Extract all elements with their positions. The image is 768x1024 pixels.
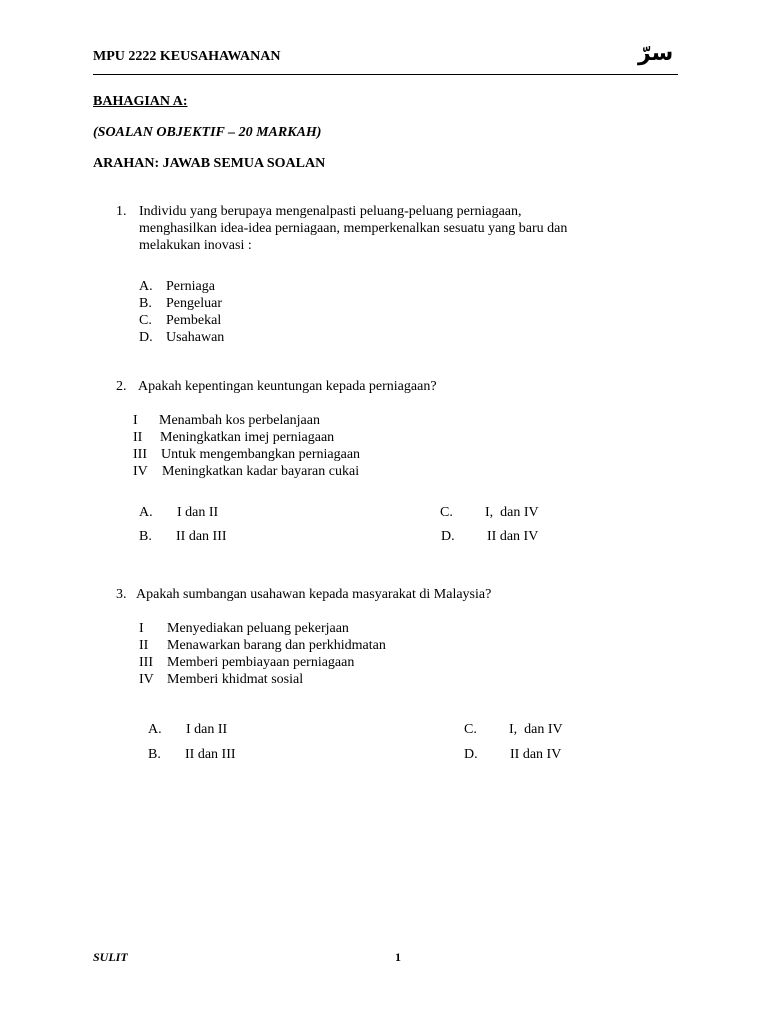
section-subtitle: (SOALAN OBJEKTIF – 20 MARKAH) bbox=[93, 125, 322, 140]
statement-roman: III bbox=[139, 655, 153, 670]
option-letter: D. bbox=[139, 330, 153, 345]
answer-letter: B. bbox=[148, 747, 161, 762]
option-letter: C. bbox=[139, 313, 152, 328]
statement-text: Memberi pembiayaan perniagaan bbox=[167, 655, 355, 670]
statement-text: Menambah kos perbelanjaan bbox=[159, 413, 320, 428]
answer-letter: B. bbox=[139, 529, 152, 544]
answer-text: I dan II bbox=[177, 505, 219, 520]
question-2-number: 2. bbox=[116, 379, 127, 394]
answer-text: I, dan IV bbox=[485, 505, 539, 520]
statement-text: Meningkatkan imej perniagaan bbox=[160, 430, 335, 445]
page-number: 1 bbox=[395, 950, 401, 964]
question-1-line: melakukan inovasi : bbox=[139, 238, 252, 253]
question-1-line: Individu yang berupaya mengenalpasti peluang-peluang perniagaan, bbox=[139, 204, 522, 219]
answer-letter: C. bbox=[464, 722, 477, 737]
answer-text: I dan II bbox=[186, 722, 228, 737]
section-title: BAHAGIAN A: bbox=[93, 94, 188, 109]
statement-roman: III bbox=[133, 447, 147, 462]
statement-text: Menawarkan barang dan perkhidmatan bbox=[167, 638, 386, 653]
option-text: Usahawan bbox=[166, 330, 225, 345]
statement-text: Untuk mengembangkan perniagaan bbox=[161, 447, 361, 462]
answer-letter: A. bbox=[139, 505, 153, 520]
answer-letter: D. bbox=[441, 529, 455, 544]
statement-text: Menyediakan peluang pekerjaan bbox=[167, 621, 349, 636]
question-2-text: Apakah kepentingan keuntungan kepada perniagaan? bbox=[138, 379, 437, 394]
answer-letter: C. bbox=[440, 505, 453, 520]
answer-letter: A. bbox=[148, 722, 162, 737]
statement-roman: I bbox=[139, 621, 144, 636]
question-3-text: Apakah sumbangan usahawan kepada masyarakat di Malaysia? bbox=[136, 587, 492, 602]
question-3-number: 3. bbox=[116, 587, 127, 602]
answer-text: I, dan IV bbox=[509, 722, 563, 737]
question-1-number: 1. bbox=[116, 204, 127, 219]
option-text: Perniaga bbox=[166, 279, 215, 294]
answer-text: II dan III bbox=[185, 747, 236, 762]
option-letter: B. bbox=[139, 296, 152, 311]
footer-label: SULIT bbox=[93, 950, 128, 964]
statement-roman: IV bbox=[139, 672, 154, 687]
course-title: MPU 2222 KEUSAHAWANAN bbox=[93, 49, 281, 64]
statement-roman: I bbox=[133, 413, 138, 428]
question-1-line: menghasilkan idea-idea perniagaan, memperkenalkan sesuatu yang baru dan bbox=[139, 221, 568, 236]
answer-text: II dan III bbox=[176, 529, 227, 544]
statement-text: Memberi khidmat sosial bbox=[167, 672, 304, 687]
option-text: Pembekal bbox=[166, 313, 222, 328]
statement-roman: II bbox=[133, 430, 143, 445]
option-letter: A. bbox=[139, 279, 153, 294]
statement-roman: IV bbox=[133, 464, 148, 479]
answer-letter: D. bbox=[464, 747, 478, 762]
statement-text: Meningkatkan kadar bayaran cukai bbox=[162, 464, 360, 479]
answer-text: II dan IV bbox=[510, 747, 562, 762]
section-instruction: ARAHAN: JAWAB SEMUA SOALAN bbox=[93, 156, 326, 171]
statement-roman: II bbox=[139, 638, 149, 653]
answer-text: II dan IV bbox=[487, 529, 539, 544]
header-divider bbox=[93, 74, 678, 75]
secret-logo-icon: سرّ bbox=[638, 41, 674, 66]
option-text: Pengeluar bbox=[166, 296, 222, 311]
